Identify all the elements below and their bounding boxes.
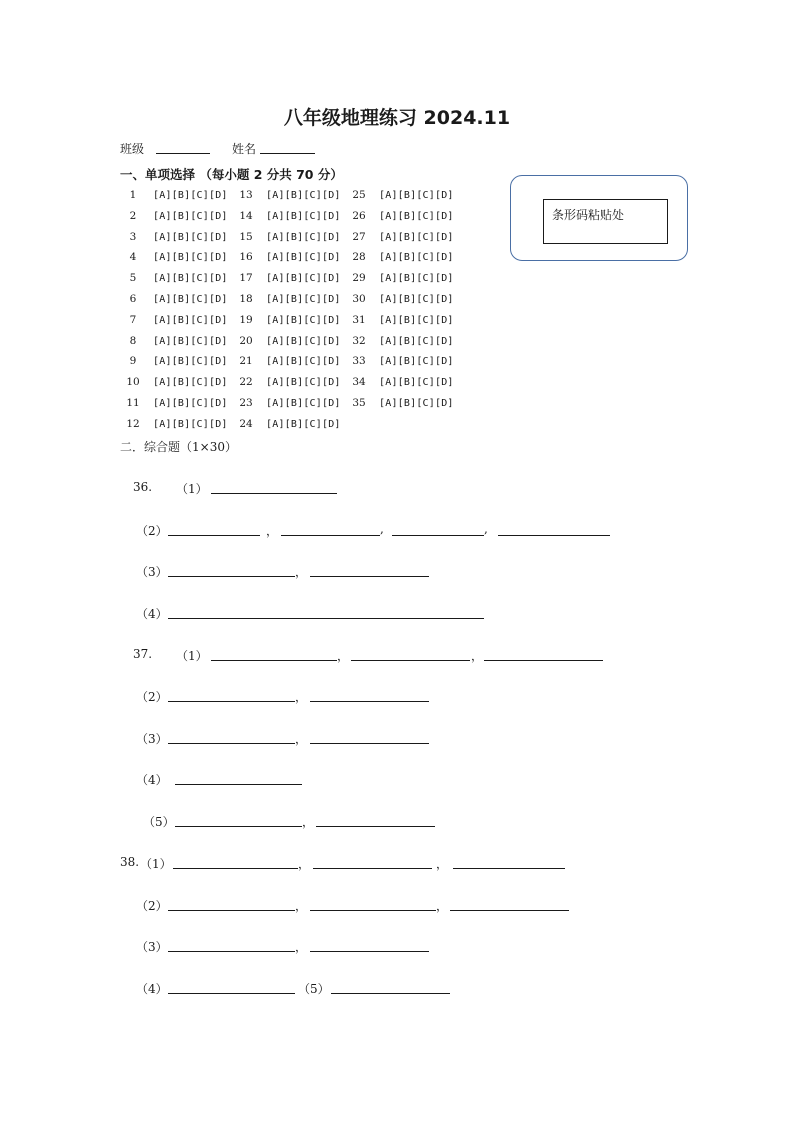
answer-options[interactable]: [A][B][C][D] (266, 231, 341, 243)
q36-3-blank-b[interactable] (310, 564, 429, 577)
question-number: 24 (239, 417, 253, 430)
comma: ， (436, 857, 449, 871)
q37-4-blank[interactable] (175, 772, 302, 785)
question-number: 35 (352, 397, 366, 409)
comma: ， (436, 899, 449, 913)
question-number: 7 (129, 313, 137, 326)
q38-2-blank-a[interactable] (168, 898, 295, 911)
comma: ， (337, 649, 350, 663)
q36-sub2-label: （2） (136, 524, 168, 538)
q36-2-blank-b[interactable] (281, 523, 380, 536)
comma: , (380, 522, 384, 536)
question-number: 21 (239, 355, 253, 368)
q36-number: 36. (133, 480, 153, 494)
q36-sub3-label: （3） (136, 565, 168, 579)
q37-sub2-label: （2） (136, 690, 168, 704)
comma: ， (295, 732, 308, 746)
q38-2-blank-c[interactable] (450, 898, 569, 911)
question-number: 18 (239, 293, 253, 305)
q37-1-blank-a[interactable] (211, 648, 337, 661)
question-number: 2 (129, 209, 137, 222)
answer-options[interactable]: [A][B][C][D] (379, 335, 454, 347)
class-field[interactable] (156, 141, 210, 154)
q38-4-blank[interactable] (168, 981, 295, 994)
answer-options[interactable]: [A][B][C][D] (379, 252, 454, 264)
q37-5-blank-b[interactable] (316, 814, 435, 827)
q37-5-blank-a[interactable] (175, 814, 302, 827)
question-number: 11 (126, 397, 140, 409)
answer-options[interactable]: [A][B][C][D] (153, 356, 228, 368)
question-number: 30 (352, 293, 366, 305)
q38-3-blank-b[interactable] (310, 939, 429, 952)
question-number: 29 (352, 272, 366, 285)
answer-options[interactable]: [A][B][C][D] (266, 190, 341, 201)
class-label: 班级 (120, 142, 145, 156)
q36-2-blank-a[interactable] (168, 523, 260, 536)
answer-options[interactable]: [A][B][C][D] (379, 273, 454, 285)
question-number: 28 (352, 251, 366, 264)
question-number: 27 (352, 230, 366, 243)
answer-options[interactable]: [A][B][C][D] (266, 377, 341, 389)
question-number: 4 (129, 251, 137, 264)
answer-options[interactable]: [A][B][C][D] (266, 273, 341, 285)
q38-2-blank-b[interactable] (310, 898, 436, 911)
question-number: 15 (239, 230, 253, 243)
question-number: 16 (239, 251, 253, 264)
question-number: 23 (239, 397, 253, 409)
q38-1-blank-a[interactable] (173, 856, 298, 869)
question-number: 1 (129, 189, 137, 201)
comma: ， (266, 524, 279, 538)
comma: , (484, 522, 488, 536)
question-number: 14 (239, 209, 253, 222)
answer-options[interactable]: [A][B][C][D] (379, 356, 454, 368)
question-number: 17 (239, 272, 253, 285)
answer-options[interactable]: [A][B][C][D] (153, 231, 228, 243)
q36-sub1-label: （1） (176, 482, 208, 496)
question-number: 5 (129, 272, 137, 285)
comma: ， (295, 899, 308, 913)
q38-sub3-label: （3） (136, 940, 168, 954)
question-number: 34 (352, 376, 366, 389)
answer-options[interactable]: [A][B][C][D] (153, 377, 228, 389)
q37-1-blank-b[interactable] (351, 648, 470, 661)
comma: ， (295, 565, 308, 579)
comma: ， (302, 815, 315, 829)
answer-options[interactable]: [A][B][C][D] (379, 190, 454, 201)
question-number: 32 (352, 334, 366, 347)
question-number: 25 (352, 189, 366, 201)
question-number: 22 (239, 376, 253, 389)
question-number: 20 (239, 334, 253, 347)
q36-sub4-label: （4） (136, 607, 168, 621)
q37-2-blank-a[interactable] (168, 689, 295, 702)
comma: ， (295, 940, 308, 954)
answer-options[interactable]: [A][B][C][D] (153, 335, 228, 347)
comma: ， (295, 690, 308, 704)
answer-options[interactable]: [A][B][C][D] (379, 231, 454, 243)
q37-3-blank-a[interactable] (168, 731, 295, 744)
q38-sub1-label: （1） (140, 857, 172, 871)
q38-sub2-label: （2） (136, 899, 168, 913)
q37-sub1-label: （1） (176, 649, 208, 663)
q36-4-blank[interactable] (168, 606, 484, 619)
q38-1-blank-c[interactable] (453, 856, 565, 869)
question-number: 10 (126, 376, 140, 389)
q37-sub4-label: （4） (136, 773, 168, 787)
answer-options[interactable]: [A][B][C][D] (153, 314, 228, 326)
answer-options[interactable]: [A][B][C][D] (153, 252, 228, 264)
q38-number: 38. (120, 855, 140, 869)
q38-sub4-label: （4） (136, 982, 168, 996)
q37-1-blank-c[interactable] (484, 648, 603, 661)
answer-options[interactable]: [A][B][C][D] (379, 377, 454, 389)
q36-2-blank-c[interactable] (392, 523, 484, 536)
q37-number: 37. (133, 647, 153, 661)
question-number: 3 (129, 230, 137, 243)
q37-sub5-label: （5） (143, 815, 175, 829)
q38-5-blank[interactable] (331, 981, 450, 994)
answer-options[interactable]: [A][B][C][D] (266, 418, 341, 430)
question-number: 9 (129, 355, 137, 368)
answer-options[interactable]: [A][B][C][D] (266, 356, 341, 368)
answer-options[interactable]: [A][B][C][D] (153, 294, 228, 305)
q36-2-blank-d[interactable] (498, 523, 610, 536)
answer-options[interactable]: [A][B][C][D] (266, 252, 341, 264)
q38-3-blank-a[interactable] (168, 939, 295, 952)
answer-options[interactable]: [A][B][C][D] (266, 294, 341, 305)
q37-2-blank-b[interactable] (310, 689, 429, 702)
question-number: 6 (129, 293, 137, 305)
answer-options[interactable]: [A][B][C][D] (266, 210, 341, 222)
name-label: 姓名 (232, 142, 257, 156)
answer-options[interactable]: [A][B][C][D] (379, 210, 454, 222)
question-number: 26 (352, 209, 366, 222)
answer-options[interactable]: [A][B][C][D] (153, 190, 228, 201)
question-number: 12 (126, 417, 140, 430)
q38-sub5-label: （5） (298, 982, 330, 996)
question-number: 33 (352, 355, 366, 368)
page-title: 八年级地理练习 2024.11 (283, 107, 511, 129)
q36-1-blank[interactable] (211, 481, 337, 494)
answer-options[interactable]: [A][B][C][D] (266, 314, 341, 326)
answer-options[interactable]: [A][B][C][D] (379, 294, 454, 305)
question-number: 31 (352, 313, 366, 326)
question-number: 8 (129, 334, 137, 347)
question-number: 13 (239, 189, 253, 201)
section1-title: 一、单项选择 （每小题 2 分共 70 分） (120, 167, 343, 182)
q37-3-blank-b[interactable] (310, 731, 429, 744)
question-number: 19 (239, 313, 253, 326)
answer-options[interactable]: [A][B][C][D] (379, 314, 454, 326)
q36-3-blank-a[interactable] (168, 564, 295, 577)
q38-1-blank-b[interactable] (313, 856, 432, 869)
answer-options[interactable]: [A][B][C][D] (379, 398, 454, 409)
answer-options[interactable]: [A][B][C][D] (266, 335, 341, 347)
section2-title: 二．综合题（1×30） (120, 440, 237, 454)
answer-options[interactable]: [A][B][C][D] (153, 418, 228, 430)
name-field[interactable] (260, 141, 315, 154)
answer-options[interactable]: [A][B][C][D] (153, 273, 228, 285)
answer-options[interactable]: [A][B][C][D] (153, 210, 228, 222)
comma: ， (298, 857, 311, 871)
barcode-label: 条形码粘贴处 (552, 208, 625, 222)
answer-options[interactable]: [A][B][C][D] (153, 398, 228, 409)
answer-options[interactable]: [A][B][C][D] (266, 398, 341, 409)
q37-sub3-label: （3） (136, 732, 168, 746)
comma: ， (471, 649, 484, 663)
